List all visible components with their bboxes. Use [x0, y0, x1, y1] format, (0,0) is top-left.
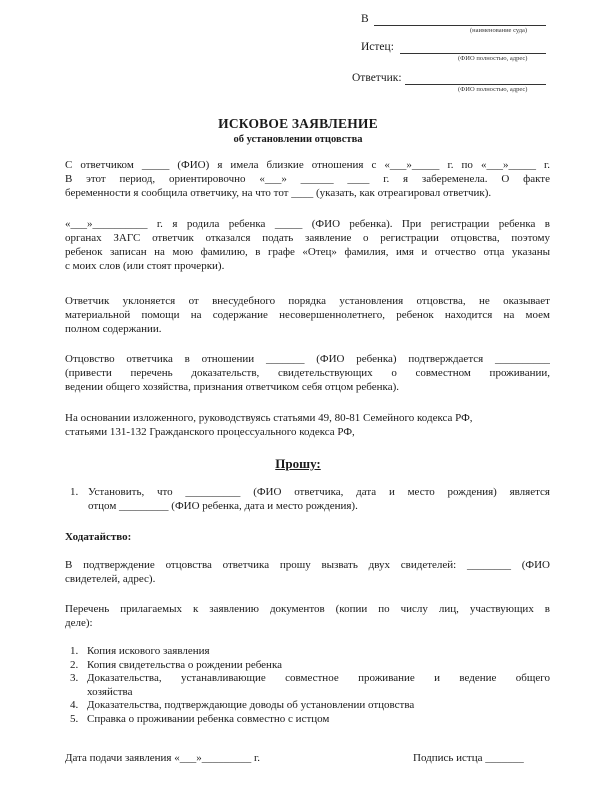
- petition-heading: Ходатайство:: [65, 531, 132, 543]
- plaintiff-label: Истец:: [361, 41, 394, 53]
- paragraph-evidence: [65, 352, 550, 394]
- list-item-number: 2.: [70, 658, 79, 671]
- list-item-number: 3.: [70, 672, 79, 684]
- text-line: Отцовство ответчика в отношении _______ (ФИО ребенка) подтверждается __________: [65, 353, 550, 365]
- text-line: свидетелей, адрес).: [65, 573, 156, 585]
- text-line: С ответчиком _____ (ФИО) я имела близкие отношения с «___»_____ г. по «___»_____ г.: [65, 159, 550, 171]
- list-item-text: Доказательства, устанавливающие совместное проживание и ведение общего: [87, 672, 550, 684]
- text-line: (привести перечень доказательств, свидетельствующих о совместном проживании,: [65, 367, 550, 379]
- court-field: [374, 25, 546, 26]
- paragraph-birth: [65, 217, 550, 273]
- paragraph-evasion: [65, 294, 550, 336]
- text-line: Установить, что __________ (ФИО ответчика, дата и место рождения) является: [88, 486, 550, 498]
- list-item-text: Копия свидетельства о рождении ребенка: [87, 658, 283, 671]
- list-item: [65, 645, 550, 659]
- text-line: «___»__________ г. я родила ребенка _____ (ФИО ребенка). При регистрации ребенка в: [65, 218, 550, 230]
- list-item: [65, 672, 550, 686]
- list-item-number: 4.: [70, 699, 79, 711]
- document-title: ИСКОВОЕ ЗАЯВЛЕНИЕ: [218, 116, 378, 131]
- plaintiff-field: [400, 53, 546, 54]
- text-line: деле):: [65, 617, 93, 629]
- list-item-number: 5.: [70, 712, 79, 725]
- request-item: [70, 485, 555, 515]
- text-line: ведении общего хозяйства, признания ответчиком себя отцом ребенка).: [65, 381, 400, 393]
- text-line: Ответчик уклоняется от внесудебного порядка установления отцовства, не оказывает: [65, 295, 550, 307]
- attachments-list: [65, 645, 550, 726]
- text-line: На основании изложенного, руководствуясь статьями 49, 80-81 Семейного кодекса РФ,: [65, 412, 473, 424]
- paragraph-attachments-intro: [65, 602, 550, 630]
- defendant-caption: (ФИО полностью, адрес): [458, 86, 528, 93]
- document-subtitle: об установлении отцовства: [233, 134, 363, 145]
- text-line: В подтверждение отцовства ответчика прошу вызвать двух свидетелей: ________ (ФИО: [65, 559, 550, 571]
- request-text: [88, 485, 550, 513]
- text-line: материальной помощи на содержание несовершеннолетнего, ребенок находится на моем: [65, 309, 550, 321]
- list-item: [65, 699, 550, 713]
- court-prefix: В: [361, 13, 369, 25]
- court-caption: (наименование суда): [470, 27, 528, 34]
- text-line: отцом _________ (ФИО ребенка, дата и место рождения).: [88, 500, 358, 512]
- paragraph-relationship: [65, 158, 550, 200]
- list-item-text: Доказательства, подтверждающие доводы об установлении отцовства: [87, 699, 415, 711]
- filing-date: Дата подачи заявления «___»_________ г.: [65, 752, 261, 764]
- list-item-text: Копия искового заявления: [87, 645, 210, 657]
- text-line: полном содержании.: [65, 323, 162, 335]
- list-item: [65, 659, 550, 673]
- text-line: В этот период, ориентировочно «___» ______ ____ г. я забеременела. О факте: [65, 173, 550, 185]
- list-item-continuation: [65, 686, 550, 700]
- plaintiff-caption: (ФИО полностью, адрес): [458, 55, 528, 62]
- text-line: беременности я сообщила ответчику, на что тот ____ (указать, как отреагировал ответчик).: [65, 187, 492, 199]
- text-line: статьями 131-132 Гражданского процессуального кодекса РФ,: [65, 426, 355, 438]
- defendant-label: Ответчик:: [352, 72, 402, 84]
- text-line: с моих слов (или стоят прочерки).: [65, 260, 225, 272]
- text-line: Перечень прилагаемых к заявлению документов (копии по числу лиц, участвующих в: [65, 603, 550, 615]
- list-item-text: Справка о проживании ребенка совместно с истцом: [87, 712, 330, 725]
- paragraph-legal-basis: [65, 411, 550, 439]
- list-item-number: 1.: [70, 645, 79, 657]
- request-heading: Прошу:: [275, 456, 321, 471]
- list-item-text: хозяйства: [87, 685, 133, 698]
- plaintiff-signature: Подпись истца _______: [413, 752, 524, 764]
- defendant-field: [405, 84, 546, 85]
- request-number: 1.: [70, 486, 79, 498]
- text-line: ребенок записан на мою фамилию, в графе «Отец» фамилия, имя и отчество отца указаны: [65, 246, 550, 258]
- text-line: органах ЗАГС ответчик отказался подать заявление о регистрации отцовства, поэтому: [65, 232, 550, 244]
- list-item: [65, 713, 550, 727]
- paragraph-witnesses: [65, 558, 550, 586]
